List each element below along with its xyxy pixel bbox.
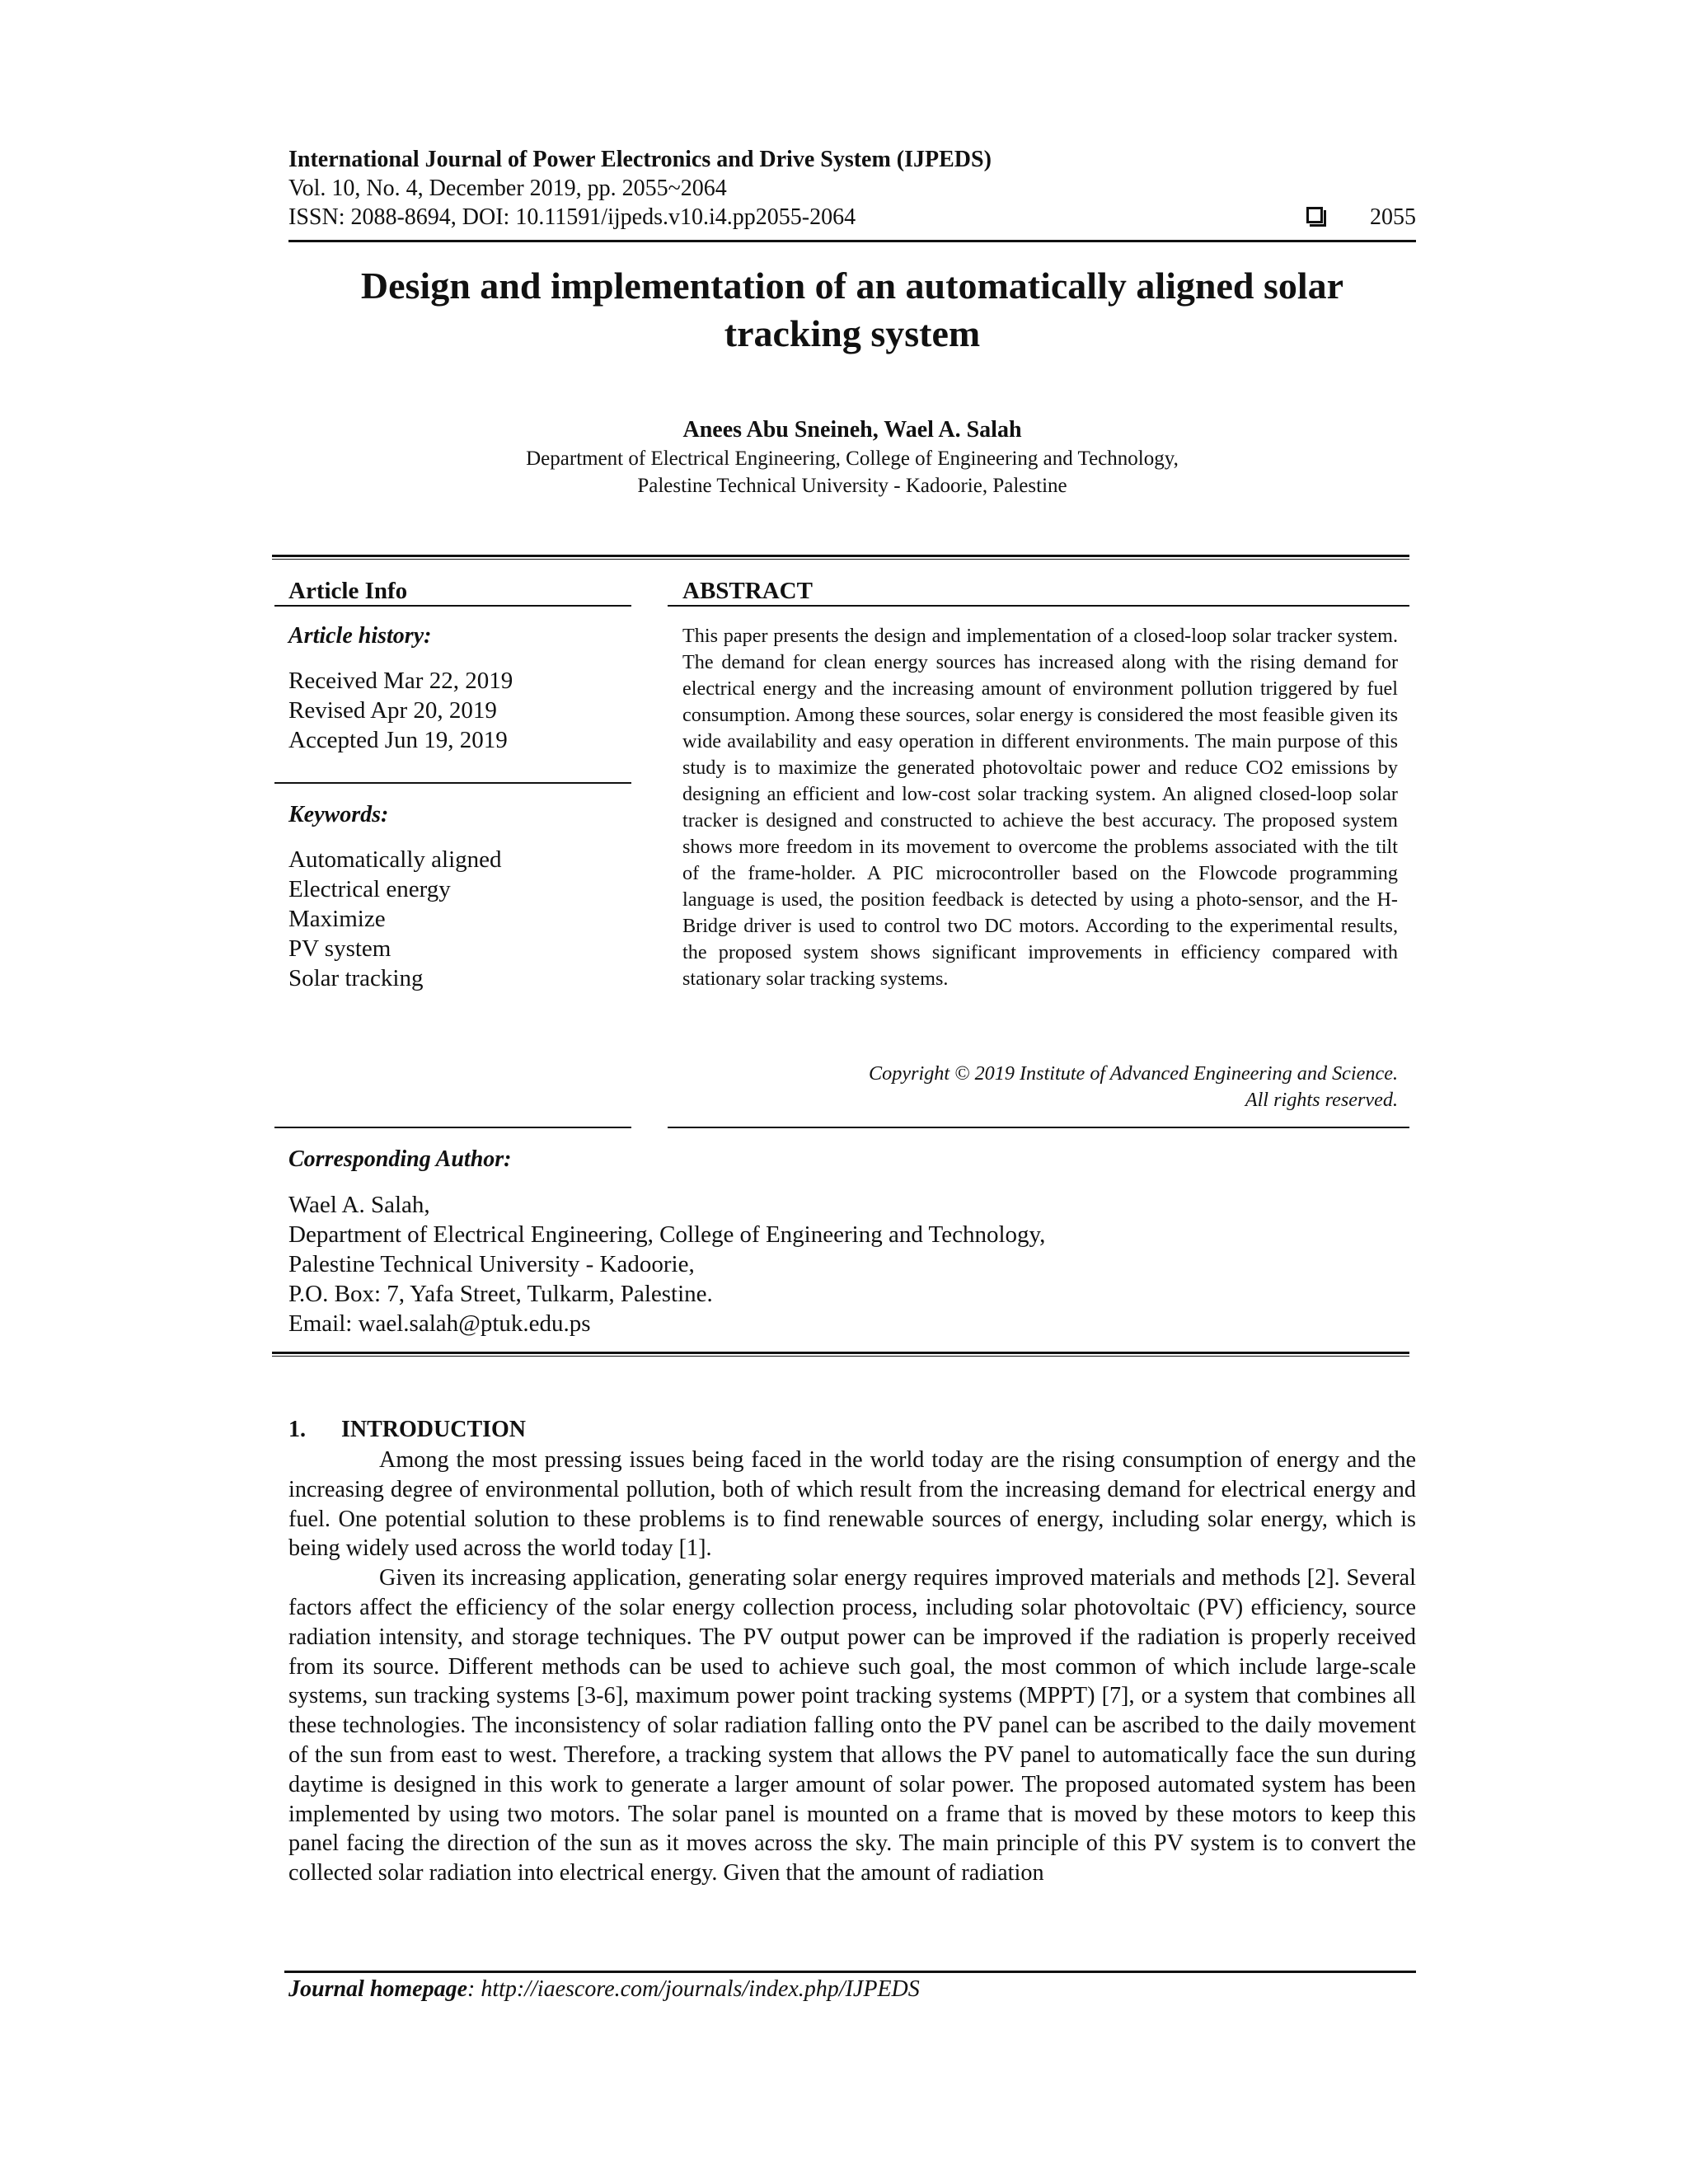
double-rule-bottom [272,1352,1409,1357]
paper-title-line-1: Design and implementation of an automatically aligned solar [360,265,1344,307]
homepage-label: Journal homepage [288,1976,468,2002]
affiliation [288,445,1416,499]
page-number: 2055 [1370,204,1416,230]
article-info-heading: Article Info [288,578,408,604]
keywords-rule [274,782,631,784]
paragraph: Among the most pressing issues being faced in the world today are the rising consumption of energy and the increasing degree of environmental pollution, both of which result from the increasing demand for electrical energy and fuel. One potential solution to these problems is to find renewable sources of energy, including solar energy, which is being widely used across the world today [1]. [288,1447,1416,1562]
author-department: Department of Electrical Engineering, College of Engineering and Technology, [288,1221,1046,1248]
journal-name: International Journal of Power Electronics and Drive System (IJPEDS) [288,147,992,172]
abstract-bottom-rule [668,1127,1409,1128]
abstract-rule [668,605,1409,607]
homepage-separator: : [467,1976,481,2002]
author-address: P.O. Box: 7, Yafa Street, Tulkarm, Palestine. [288,1281,713,1307]
section-heading [288,1416,526,1444]
keyword-item: Solar tracking [288,965,424,991]
article-info-bottom-rule [274,1127,631,1128]
accepted-date: Accepted Jun 19, 2019 [288,727,508,753]
journal-homepage [288,1975,920,2004]
article-history-dates [288,666,513,755]
article-history-heading: Article history: [288,623,432,649]
paper-title-line-2: tracking system [724,312,981,354]
paragraph: Given its increasing application, generating solar energy requires improved materials and methods [2]. Several factors affect the efficiency of the solar energy collection process, including solar photovoltaic (PV) efficiency, source radiation intensity, and storage techniques. The PV output power can be improved if the radiation is properly received from its source. Different methods can be used to achieve such goal, the most common of which include large-scale systems, sun tracking systems [3-6], maximum power point tracking systems (MPPT) [7], or a system that combines all these technologies. The inconsistency of solar radiation falling onto the PV panel can be ascribed to the daily movement of the sun from east to west. Therefore, a tracking system that allows the PV panel to automatically face the sun during daytime is designed in this work to generate a larger amount of solar power. The proposed automated system has been implemented by using two motors. The solar panel is mounted on a frame that is moved by these motors to keep this panel facing the direction of the sun as it moves across the sky. The main principle of this PV system is to convert the collected solar radiation into electrical energy. Given that the amount of radiation [288,1565,1416,1886]
keywords-list [288,845,502,993]
keyword-item: Automatically aligned [288,846,502,873]
abstract-heading: ABSTRACT [682,578,813,604]
keyword-item: Electrical energy [288,876,451,902]
article-info-rule [274,605,631,607]
checkbox-square-icon [1306,207,1323,223]
double-rule-top [272,555,1409,560]
corresponding-author-heading: Corresponding Author: [288,1146,512,1172]
received-date: Received Mar 22, 2019 [288,668,513,694]
affiliation-line-1: Department of Electrical Engineering, College of Engineering and Technology, [526,448,1179,470]
abstract-text: This paper presents the design and implementation of a closed-loop solar tracker system. The demand for clean energy sources has increased along with the rising demand for electrical energy and the increasing amount of environment pollution triggered by fuel consumption. Among these sources, solar energy is considered the most feasible given its wide availability and easy operation in different environments. The main purpose of this study is to maximize the generated photovoltaic power and reduce CO2 emissions by designing an efficient and low-cost solar tracking system. An aligned closed-loop solar tracker is designed and constructed to achieve the best accuracy. The proposed system shows more freedom in its movement to overcome the problems associated with the tilt of the frame-holder. A PIC microcontroller based on the Flowcode programming language is used, the position feedback is detected by using a photo-sensor, and the H-Bridge driver is used to control two DC motors. According to the experimental results, the proposed system shows significant improvements in efficiency compared with stationary solar tracking systems. [682,625,1398,990]
copyright-line-2: All rights reserved. [1245,1089,1398,1111]
issn-line: ISSN: 2088-8694, DOI: 10.11591/ijpeds.v10.i4.pp2055-2064 [288,204,856,230]
author-university: Palestine Technical University - Kadoorie, [288,1251,695,1277]
authors: Anees Abu Sneineh, Wael A. Salah [682,417,1022,443]
keyword-item: PV system [288,935,392,962]
copyright-line-1: Copyright © 2019 Institute of Advanced Engineering and Science. [869,1062,1398,1085]
author-name: Wael A. Salah, [288,1192,430,1218]
introduction-body [288,1446,1416,1888]
affiliation-line-2: Palestine Technical University - Kadoorie, Palestine [637,475,1067,497]
homepage-link[interactable]: http://iaescore.com/journals/index.php/IJPEDS [481,1976,920,2002]
author-email: Email: wael.salah@ptuk.edu.ps [288,1310,591,1337]
copyright-notice [682,1061,1398,1113]
section-number: 1. [288,1417,306,1442]
paper-title [272,262,1432,358]
volume-line: Vol. 10, No. 4, December 2019, pp. 2055~2064 [288,176,727,201]
keywords-heading: Keywords: [288,802,389,827]
section-title: INTRODUCTION [341,1417,527,1442]
revised-date: Revised Apr 20, 2019 [288,697,497,724]
keyword-item: Maximize [288,906,386,932]
corresponding-author-details [288,1190,1045,1338]
footer-rule [284,1971,1416,1973]
header-rule [288,240,1416,242]
